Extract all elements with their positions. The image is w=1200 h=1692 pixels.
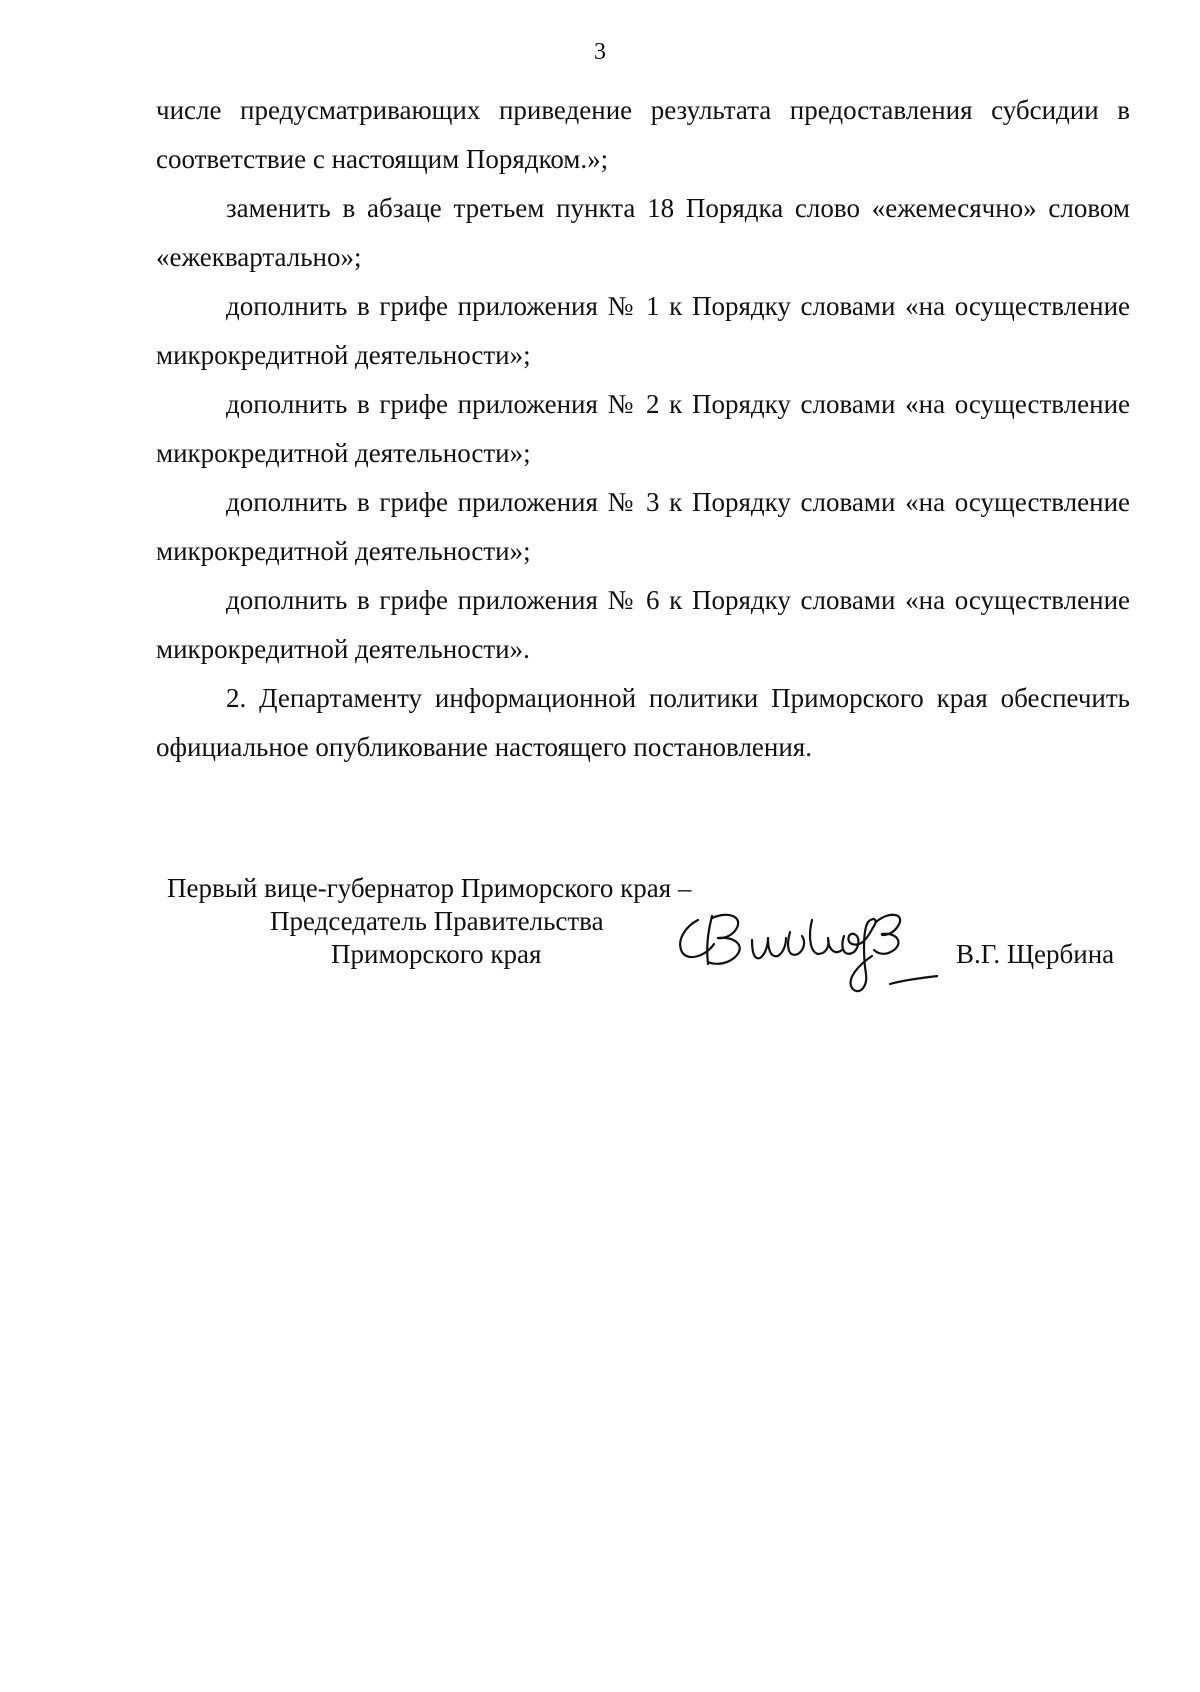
signature-block	[0, 872, 1200, 1012]
signer-title-line-2: Председатель Правительства	[270, 906, 604, 936]
paragraph-continuation: числе предусматривающих приведение результата предоставления субсидии в соответствие с настоящим Порядком.»;	[156, 95, 1130, 174]
document-body	[156, 86, 1130, 772]
paragraph-replace-word: заменить в абзаце третьем пункта 18 Порядка слово «ежемесячно» словом «ежеквартально»;	[156, 193, 1130, 272]
signer-name: В.Г. Щербина	[956, 939, 1115, 969]
signer-title-line-3: Приморского края	[331, 939, 542, 969]
paragraph-appendix-2: дополнить в грифе приложения № 2 к Порядку словами «на осуществление микрокредитной деятельности»;	[156, 389, 1130, 468]
paragraph-item-2-publication: 2. Департаменту информационной политики Приморского края обеспечить официальное опубликование настоящего постановления.	[156, 683, 1130, 762]
paragraph-appendix-1: дополнить в грифе приложения № 1 к Порядку словами «на осуществление микрокредитной деятельности»;	[156, 291, 1130, 370]
signer-title-line-1: Первый вице-губернатор Приморского края –	[167, 873, 692, 903]
paragraph-appendix-3: дополнить в грифе приложения № 3 к Порядку словами «на осуществление микрокредитной деятельности»;	[156, 487, 1130, 566]
handwritten-signature	[668, 892, 938, 1002]
page-number: 3	[594, 39, 606, 65]
paragraph-appendix-6: дополнить в грифе приложения № 6 к Порядку словами «на осуществление микрокредитной деятельности».	[156, 585, 1130, 664]
